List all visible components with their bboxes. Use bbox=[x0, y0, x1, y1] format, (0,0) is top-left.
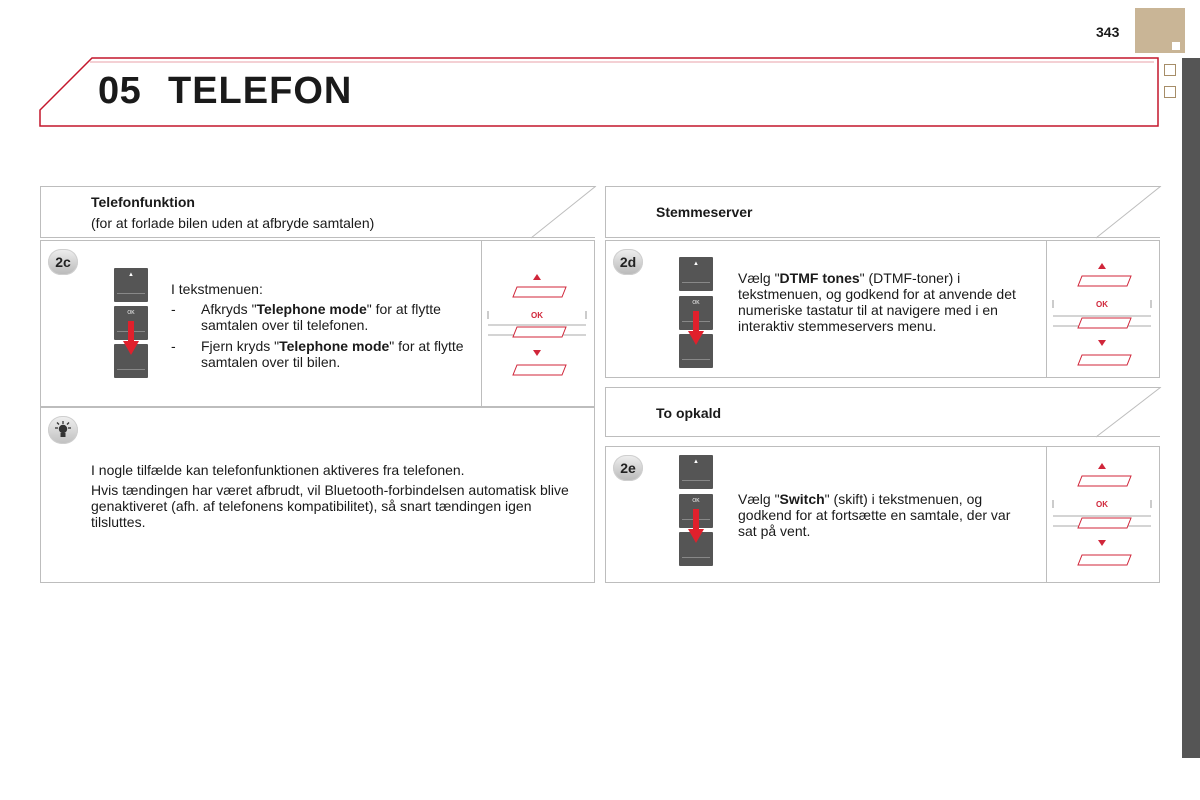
up-button: ▲ bbox=[114, 268, 148, 302]
instruction-dtmf-tones: Vælg "DTMF tones" (DTMF-toner) i tekstmenuen, og godkend for at anvende det numeriske tastatur til at navigere med i en interaktiv stemmeservers menu. bbox=[738, 270, 1016, 334]
section-title: To opkald bbox=[656, 405, 722, 421]
tip-paragraph: I nogle tilfælde kan telefonfunktionen aktiveres fra telefonen. bbox=[91, 462, 465, 478]
chapter-title: TELEFON bbox=[168, 70, 353, 112]
ok-button: OK bbox=[679, 296, 713, 330]
bullet-marker: - bbox=[171, 301, 176, 317]
step-2e-panel bbox=[605, 446, 1160, 583]
lightbulb-icon bbox=[48, 416, 78, 444]
bullet-marker: - bbox=[171, 338, 176, 354]
step-badge: 2c bbox=[48, 249, 78, 275]
screen-menu-diagram bbox=[1047, 241, 1159, 377]
section-subtitle: (for at forlade bilen uden at afbryde samtalen) bbox=[91, 215, 375, 231]
svg-text:OK: OK bbox=[1096, 300, 1108, 309]
tip-paragraph: Hvis tændingen har været afbrudt, vil Bluetooth-forbindelsen automatisk blive genaktiveret (afh. af telefonens kompatibilitet), så snart tændingen igen tilsluttes. bbox=[91, 482, 569, 530]
tip-panel bbox=[40, 407, 595, 583]
bullet-check-telephone-mode: Afkryds "Telephone mode" for at flytte samtalen over til telefonen. bbox=[201, 301, 441, 333]
section-title: Stemmeserver bbox=[656, 204, 753, 220]
header-diagonal bbox=[531, 186, 597, 239]
bullet-uncheck-telephone-mode: Fjern kryds "Telephone mode" for at flytte samtalen over til bilen. bbox=[201, 338, 464, 370]
up-button: ▲ bbox=[679, 455, 713, 489]
section-header-stemmeserver bbox=[605, 186, 1160, 238]
up-button: ▲ bbox=[679, 257, 713, 291]
down-arrow-icon bbox=[686, 311, 706, 349]
down-arrow-icon bbox=[686, 509, 706, 547]
section-title: Telefonfunktion bbox=[91, 194, 195, 210]
side-bar bbox=[1182, 58, 1200, 758]
screen-menu-diagram bbox=[1047, 447, 1159, 582]
instruction-switch: Vælg "Switch" (skift) i tekstmenuen, og godkend for at fortsætte en samtale, der var sat på vent. bbox=[738, 491, 1011, 539]
ok-button: OK bbox=[114, 306, 148, 340]
section-header-to-opkald bbox=[605, 387, 1160, 437]
svg-text:OK: OK bbox=[1096, 500, 1108, 509]
svg-text:OK: OK bbox=[531, 311, 543, 320]
down-arrow-icon bbox=[121, 321, 141, 359]
step-badge: 2e bbox=[613, 455, 643, 481]
instruction-intro: I tekstmenuen: bbox=[171, 281, 263, 297]
step-2d-panel bbox=[605, 240, 1160, 378]
header-diagonal bbox=[1096, 387, 1162, 438]
ok-button: OK bbox=[679, 494, 713, 528]
screen-menu-diagram bbox=[482, 241, 594, 406]
header-diagonal bbox=[1096, 186, 1162, 239]
page-number: 343 bbox=[1096, 24, 1120, 40]
section-header-telefonfunktion bbox=[40, 186, 595, 238]
chapter-number: 05 bbox=[98, 70, 142, 112]
step-2c-panel bbox=[40, 240, 595, 407]
step-badge: 2d bbox=[613, 249, 643, 275]
